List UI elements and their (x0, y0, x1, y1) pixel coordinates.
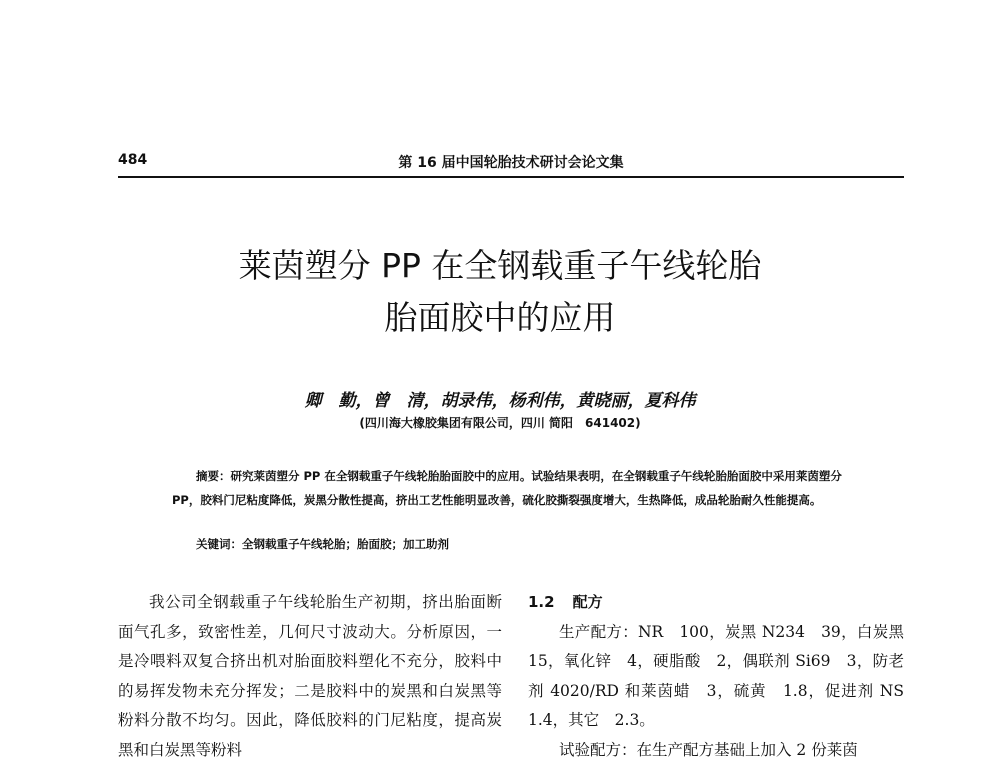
article-title-line-1: 莱茵塑分 PP 在全钢载重子午线轮胎 (0, 240, 1000, 292)
trial-formula: 试验配方：在生产配方基础上加入 2 份莱茵 (528, 736, 904, 765)
article-title-line-2: 胎面胶中的应用 (0, 292, 1000, 344)
author-list: 卿 勤，曾 清，胡录伟，杨利伟，黄晓丽，夏科伟 (0, 386, 1000, 411)
right-column (528, 588, 904, 765)
left-column (118, 588, 502, 765)
section-number: 1.2 (528, 593, 555, 611)
keywords: 关键词：全钢载重子午线轮胎；胎面胶；加工助剂 (196, 536, 856, 552)
abstract: 摘要：研究莱茵塑分 PP 在全钢载重子午线轮胎胎面胶中的应用。试验结果表明，在全钢载重子午线轮胎胎面胶中采用莱茵塑分 PP，胶料门尼粘度降低，炭黑分散性提高，挤出工艺性能明显改善，硫化胶撕裂强度增大，生热降低，成品轮胎耐久性能提高。 (172, 464, 862, 512)
body-paragraph: 我公司全钢载重子午线轮胎生产初期，挤出胎面断面气孔多，致密性差，几何尺寸波动大。分析原因，一是冷喂料双复合挤出机对胎面胶料塑化不充分，胶料中的易挥发物未充分挥发；二是胶料中的炭黑和白炭黑等粉料分散不均匀。因此，降低胶料的门尼粘度，提高炭黑和白炭黑等粉料 (118, 588, 502, 765)
section-title: 配方 (573, 593, 603, 611)
production-formula: 生产配方：NR 100，炭黑 N234 39，白炭黑 15，氧化锌 4，硬脂酸 2，偶联剂 Si69 3，防老剂 4020/RD 和莱茵蜡 3，硫黄 1.8，促进剂 NS 1.4，其它 2.3。 (528, 618, 904, 736)
author-affiliation: (四川海大橡胶集团有限公司，四川 简阳 641402) (0, 414, 1000, 431)
running-title: 第 16 届中国轮胎技术研讨会论文集 (118, 152, 904, 172)
section-heading (528, 588, 904, 618)
running-header (118, 150, 904, 178)
page-number: 484 (118, 152, 147, 168)
